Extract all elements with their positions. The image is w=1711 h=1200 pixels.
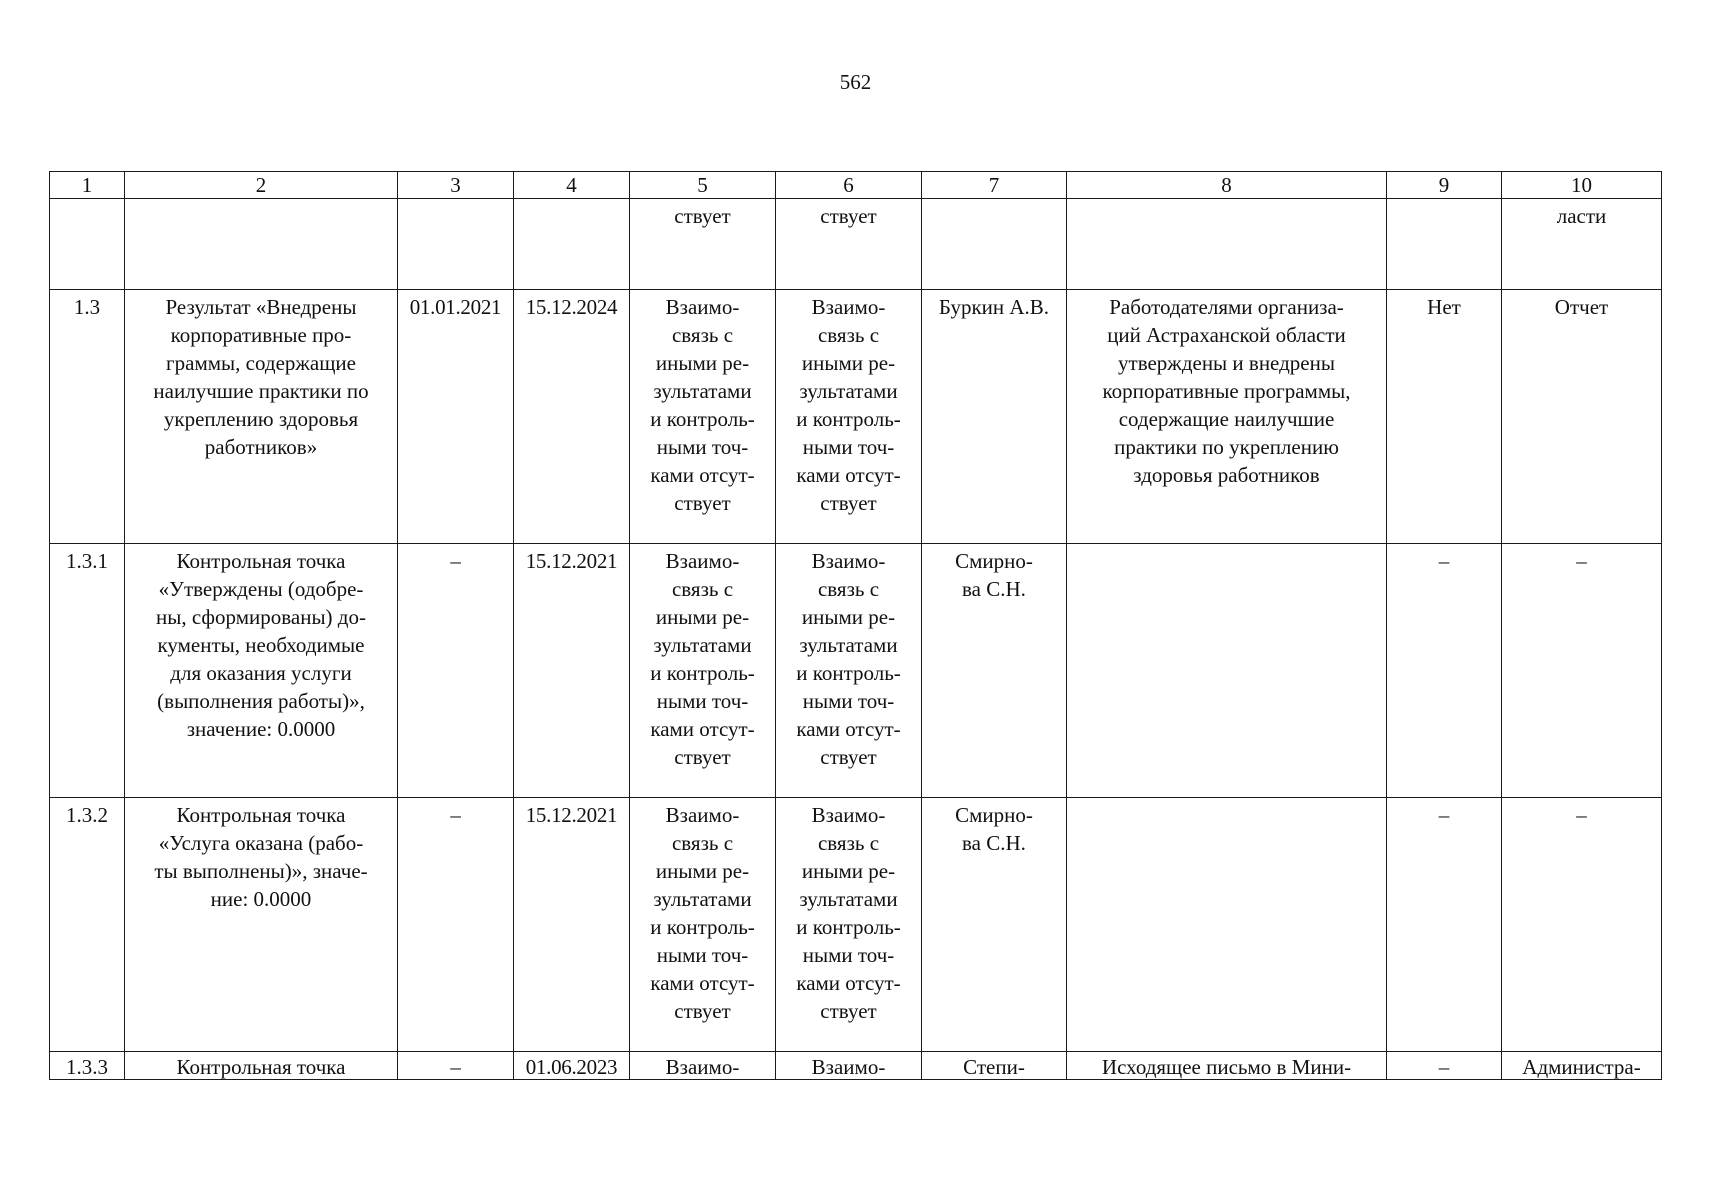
table-cell: [398, 544, 514, 798]
column-number-cell: 10: [1502, 172, 1662, 199]
table-cell: [1067, 199, 1387, 290]
end-date: 01.06.2023: [525, 1055, 618, 1079]
table-cell: [50, 798, 125, 1052]
table-cell: [630, 1052, 776, 1080]
flag-value: –: [1438, 549, 1450, 573]
table-cell: [1067, 544, 1387, 798]
table-cell: [922, 798, 1067, 1052]
table-cell: [398, 1052, 514, 1080]
table-row-continuation: [50, 199, 1662, 290]
table-cell: [922, 290, 1067, 544]
responsible-person: Степи-: [963, 1055, 1025, 1079]
table-cell: [1502, 1052, 1662, 1080]
table-header-row: [50, 172, 1662, 199]
table-cell: [1502, 544, 1662, 798]
end-date: 15.12.2021: [525, 549, 618, 573]
table-cell: [776, 199, 922, 290]
successor-text: Взаимо- связь с иными ре- зультатами и контроль- ными точ- ками отсут- ствует: [796, 549, 901, 769]
table-cell: [50, 1052, 125, 1080]
result-description: Исходящее письмо в Мини-: [1101, 1055, 1352, 1079]
row-number: 1.3.1: [66, 549, 108, 573]
column-number-cell: 2: [125, 172, 398, 199]
table-cell: [50, 290, 125, 544]
page-number: 562: [839, 70, 872, 94]
predecessor-text: Взаимо- связь с иными ре- зультатами и контроль- ными точ- ками отсут- ствует: [650, 549, 755, 769]
table-cell: [922, 1052, 1067, 1080]
table-cell: [514, 544, 630, 798]
table-row: [50, 1052, 1662, 1080]
table-cell: [630, 544, 776, 798]
predecessor-text: Взаимо- связь с иными ре- зультатами и контроль- ными точ- ками отсут- ствует: [650, 803, 755, 1023]
row-number: 1.3.2: [66, 803, 108, 827]
flag-value: –: [1438, 1055, 1450, 1079]
table-cell: [398, 798, 514, 1052]
table-cell: [1387, 544, 1502, 798]
table-cell: [125, 290, 398, 544]
document-type: Отчет: [1554, 295, 1609, 319]
table-cell: [398, 199, 514, 290]
table-row: [50, 290, 1662, 544]
table-cell: [125, 798, 398, 1052]
document-type: –: [1576, 803, 1587, 827]
table-cell: [1502, 199, 1662, 290]
start-date: –: [450, 1055, 461, 1079]
table-cell: [1387, 1052, 1502, 1080]
cell-text: ласти: [1556, 204, 1607, 228]
table-cell: [1067, 798, 1387, 1052]
cell-text: ствует: [674, 204, 731, 228]
table-cell: [922, 199, 1067, 290]
flag-value: –: [1438, 803, 1450, 827]
table-cell: [630, 798, 776, 1052]
column-number-cell: 9: [1387, 172, 1502, 199]
responsible-person: Буркин А.В.: [938, 295, 1050, 319]
table-cell: [776, 544, 922, 798]
table-cell: [514, 1052, 630, 1080]
row-title: Результат «Внедрены корпоративные про- граммы, содержащие наилучшие практики по укреплению здоровья работников»: [153, 295, 369, 459]
row-title: Контрольная точка «Услуга оказана (рабо- ты выполнены)», значе- ние: 0.0000: [154, 803, 368, 911]
table-cell: [630, 290, 776, 544]
predecessor-text: Взаимо- связь с иными ре- зультатами и контроль- ными точ- ками отсут- ствует: [650, 295, 755, 515]
table-cell: [776, 798, 922, 1052]
successor-text: Взаимо- связь с иными ре- зультатами и контроль- ными точ- ками отсут- ствует: [796, 803, 901, 1023]
start-date: –: [450, 803, 461, 827]
row-title: Контрольная точка «Утверждены (одобре- ны, сформированы) до- кументы, необходимые для оказания услуги (выполнения работы)», значение: 0.0000: [156, 549, 366, 741]
column-number-cell: 6: [776, 172, 922, 199]
column-number-cell: 1: [50, 172, 125, 199]
plan-table: [49, 171, 1662, 1080]
table-cell: [1067, 1052, 1387, 1080]
table-cell: [125, 1052, 398, 1080]
flag-value: Нет: [1427, 295, 1461, 319]
table-cell: [514, 798, 630, 1052]
table-row: [50, 544, 1662, 798]
table-cell: [514, 199, 630, 290]
predecessor-text: Взаимо-: [665, 1055, 740, 1079]
successor-text: Взаимо-: [811, 1055, 886, 1079]
responsible-person: Смирно- ва С.Н.: [955, 803, 1033, 855]
start-date: 01.01.2021: [409, 295, 502, 319]
start-date: –: [450, 549, 461, 573]
table-cell: [1387, 798, 1502, 1052]
end-date: 15.12.2021: [525, 803, 618, 827]
table-cell: [1502, 290, 1662, 544]
table-cell: [1502, 798, 1662, 1052]
table-cell: [630, 199, 776, 290]
table-cell: [514, 290, 630, 544]
successor-text: Взаимо- связь с иными ре- зультатами и контроль- ными точ- ками отсут- ствует: [796, 295, 901, 515]
table-cell: [125, 544, 398, 798]
table-cell: [50, 199, 125, 290]
table-row: [50, 798, 1662, 1052]
table-cell: [1067, 290, 1387, 544]
table-cell: [776, 290, 922, 544]
table-cell: [50, 544, 125, 798]
column-number-cell: 8: [1067, 172, 1387, 199]
end-date: 15.12.2024: [525, 295, 618, 319]
column-number-cell: 4: [514, 172, 630, 199]
row-number: 1.3: [73, 295, 101, 319]
table-cell: [125, 199, 398, 290]
document-type: Администра-: [1522, 1055, 1641, 1079]
table-cell: [776, 1052, 922, 1080]
table-cell: [398, 290, 514, 544]
column-number-cell: 3: [398, 172, 514, 199]
document-type: –: [1576, 549, 1587, 573]
row-number: 1.3.3: [66, 1055, 108, 1079]
table-cell: [922, 544, 1067, 798]
column-number-cell: 7: [922, 172, 1067, 199]
cell-text: ствует: [820, 204, 877, 228]
result-description: Работодателями организа- ций Астраханской области утверждены и внедрены корпоративные программы, содержащие наилучшие практики по укреплению здоровья работников: [1102, 295, 1351, 487]
column-number-cell: 5: [630, 172, 776, 199]
table-cell: [1387, 199, 1502, 290]
responsible-person: Смирно- ва С.Н.: [955, 549, 1033, 601]
table-cell: [1387, 290, 1502, 544]
row-title: Контрольная точка: [176, 1055, 346, 1079]
